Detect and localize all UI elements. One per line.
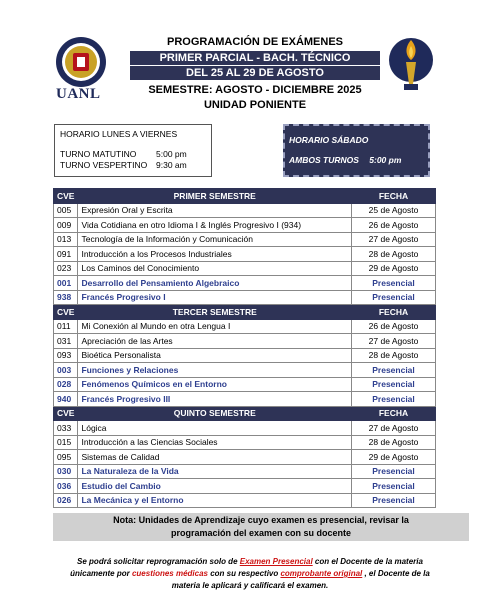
- section-header-row: [54, 189, 436, 204]
- subject-code: 009: [54, 218, 78, 233]
- exam-date: Presencial: [352, 392, 436, 407]
- exam-date: 29 de Agosto: [352, 450, 436, 465]
- exam-date: 25 de Agosto: [352, 203, 436, 218]
- subject-code: 036: [54, 479, 78, 494]
- exam-date: 26 de Agosto: [352, 319, 436, 334]
- subject-code: 938: [54, 290, 78, 305]
- exam-date: Presencial: [352, 377, 436, 392]
- exam-date: 29 de Agosto: [352, 261, 436, 276]
- horario-lunes-viernes-box: [54, 124, 212, 177]
- column-header-cve: CVE: [54, 189, 78, 204]
- footer-line-3: [30, 580, 470, 592]
- table-row: [54, 218, 436, 233]
- table-row: [54, 377, 436, 392]
- title-programacion: PROGRAMACIÓN DE EXÁMENES: [166, 36, 344, 48]
- subject-code: 023: [54, 261, 78, 276]
- document-header: [0, 0, 502, 120]
- subject-name: Expresión Oral y Escrita: [78, 203, 352, 218]
- subject-name: Tecnología de la Información y Comunicación: [78, 232, 352, 247]
- exam-date: Presencial: [352, 493, 436, 508]
- table-row: [54, 479, 436, 494]
- table-row: [54, 450, 436, 465]
- table-row: [54, 247, 436, 262]
- footer-text: con el Docente de la materia: [312, 557, 423, 566]
- section-header-row: [54, 305, 436, 320]
- table-row: [54, 319, 436, 334]
- exam-date: 28 de Agosto: [352, 348, 436, 363]
- turno-vespertino-time: 9:30 am: [156, 160, 187, 170]
- subject-code: 093: [54, 348, 78, 363]
- table-row: [54, 276, 436, 291]
- subject-name: Francés Progresivo I: [78, 290, 352, 305]
- table-row: [54, 464, 436, 479]
- title-semestre: SEMESTRE: AGOSTO - DICIEMBRE 2025: [148, 84, 362, 96]
- exam-date: Presencial: [352, 363, 436, 378]
- horario-lv-title: HORARIO LUNES A VIERNES: [60, 129, 178, 139]
- column-header-fecha: FECHA: [352, 305, 436, 320]
- footer-line-2: [30, 568, 470, 580]
- exam-date: 28 de Agosto: [352, 247, 436, 262]
- subject-code: 033: [54, 421, 78, 436]
- nota-box: [53, 513, 469, 541]
- exam-schedule-table: [53, 188, 436, 508]
- ambos-turnos-row: [289, 155, 424, 166]
- subject-name: La Naturaleza de la Vida: [78, 464, 352, 479]
- ambos-turnos-time: 5:00 pm: [369, 155, 402, 165]
- section-title: PRIMER SEMESTRE: [78, 189, 352, 204]
- subject-name: Apreciación de las Artes: [78, 334, 352, 349]
- table-row: [54, 203, 436, 218]
- exam-date: Presencial: [352, 290, 436, 305]
- schedule-body: [54, 189, 436, 508]
- turno-matutino-label: TURNO MATUTINO: [60, 149, 137, 159]
- footer-text: , el Docente de la: [362, 569, 430, 578]
- section-title: QUINTO SEMESTRE: [78, 406, 352, 421]
- subject-name: Bioética Personalista: [78, 348, 352, 363]
- turno-vespertino-row: [60, 160, 206, 171]
- table-row: [54, 392, 436, 407]
- turno-vespertino-label: TURNO VESPERTINO: [60, 160, 148, 170]
- table-row: [54, 261, 436, 276]
- subject-name: Francés Progresivo III: [78, 392, 352, 407]
- section-title: TERCER SEMESTRE: [78, 305, 352, 320]
- subject-name: Vida Cotidiana en otro Idioma I & Inglés Progresivo I (934): [78, 218, 352, 233]
- subject-name: Sistemas de Calidad: [78, 450, 352, 465]
- subject-name: Mi Conexión al Mundo en otra Lengua I: [78, 319, 352, 334]
- title-unidad: UNIDAD PONIENTE: [203, 99, 307, 111]
- column-header-fecha: FECHA: [352, 189, 436, 204]
- subject-name: Funciones y Relaciones: [78, 363, 352, 378]
- subject-code: 013: [54, 232, 78, 247]
- table-row: [54, 493, 436, 508]
- exam-date: Presencial: [352, 479, 436, 494]
- turno-matutino-row: [60, 149, 206, 160]
- footer-line-1: [30, 556, 470, 568]
- footer-note: [30, 556, 470, 592]
- subject-name: Introducción a las Ciencias Sociales: [78, 435, 352, 450]
- prepa-torch-logo-icon: [386, 32, 436, 96]
- table-row: [54, 334, 436, 349]
- subject-code: 940: [54, 392, 78, 407]
- section-header-row: [54, 406, 436, 421]
- subject-code: 015: [54, 435, 78, 450]
- horario-sabado-title: HORARIO SÁBADO: [289, 135, 369, 145]
- ambos-turnos-label: AMBOS TURNOS: [289, 155, 359, 165]
- footer-text: únicamente por: [70, 569, 132, 578]
- footer-text: Se podrá solicitar reprogramación solo de: [77, 557, 240, 566]
- table-row: [54, 421, 436, 436]
- footer-text: con su respectivo: [208, 569, 281, 578]
- table-row: [54, 363, 436, 378]
- subject-code: 005: [54, 203, 78, 218]
- table-row: [54, 232, 436, 247]
- nota-line-1: Nota: Unidades de Aprendizaje cuyo examen es presencial, revisar la: [113, 515, 409, 525]
- footer-highlight-examen: Examen Presencial: [239, 557, 313, 566]
- table-row: [54, 290, 436, 305]
- horario-sabado-box: [283, 124, 430, 177]
- table-row: [54, 348, 436, 363]
- footer-text: materia le aplicará y calificará el examen.: [171, 581, 329, 590]
- title-parcial: PRIMER PARCIAL - BACH. TÉCNICO: [130, 51, 380, 65]
- footer-highlight-medicas: cuestiones médicas: [131, 569, 208, 578]
- exam-date: 27 de Agosto: [352, 334, 436, 349]
- exam-date: Presencial: [352, 464, 436, 479]
- subject-code: 026: [54, 493, 78, 508]
- uanl-logo-text: UANL: [56, 86, 101, 102]
- exam-date: 27 de Agosto: [352, 232, 436, 247]
- exam-date: 26 de Agosto: [352, 218, 436, 233]
- subject-name: Lógica: [78, 421, 352, 436]
- subject-code: 095: [54, 450, 78, 465]
- column-header-fecha: FECHA: [352, 406, 436, 421]
- subject-code: 030: [54, 464, 78, 479]
- column-header-cve: CVE: [54, 305, 78, 320]
- subject-name: Estudio del Cambio: [78, 479, 352, 494]
- nota-line-2: programación del examen con su docente: [170, 528, 352, 538]
- subject-code: 031: [54, 334, 78, 349]
- subject-code: 001: [54, 276, 78, 291]
- subject-name: Los Caminos del Conocimiento: [78, 261, 352, 276]
- subject-name: Introducción a los Procesos Industriales: [78, 247, 352, 262]
- title-fechas: DEL 25 AL 29 DE AGOSTO: [130, 66, 380, 80]
- exam-date: 28 de Agosto: [352, 435, 436, 450]
- subject-code: 091: [54, 247, 78, 262]
- subject-code: 003: [54, 363, 78, 378]
- exam-date: Presencial: [352, 276, 436, 291]
- subject-name: Fenómenos Químicos en el Entorno: [78, 377, 352, 392]
- turno-matutino-time: 5:00 pm: [156, 149, 187, 159]
- exam-date: 27 de Agosto: [352, 421, 436, 436]
- subject-code: 028: [54, 377, 78, 392]
- uanl-seal-icon: [55, 36, 107, 88]
- subject-code: 011: [54, 319, 78, 334]
- table-row: [54, 435, 436, 450]
- footer-highlight-comprobante: comprobante original: [280, 569, 363, 578]
- subject-name: Desarrollo del Pensamiento Algebraico: [78, 276, 352, 291]
- subject-name: La Mecánica y el Entorno: [78, 493, 352, 508]
- column-header-cve: CVE: [54, 406, 78, 421]
